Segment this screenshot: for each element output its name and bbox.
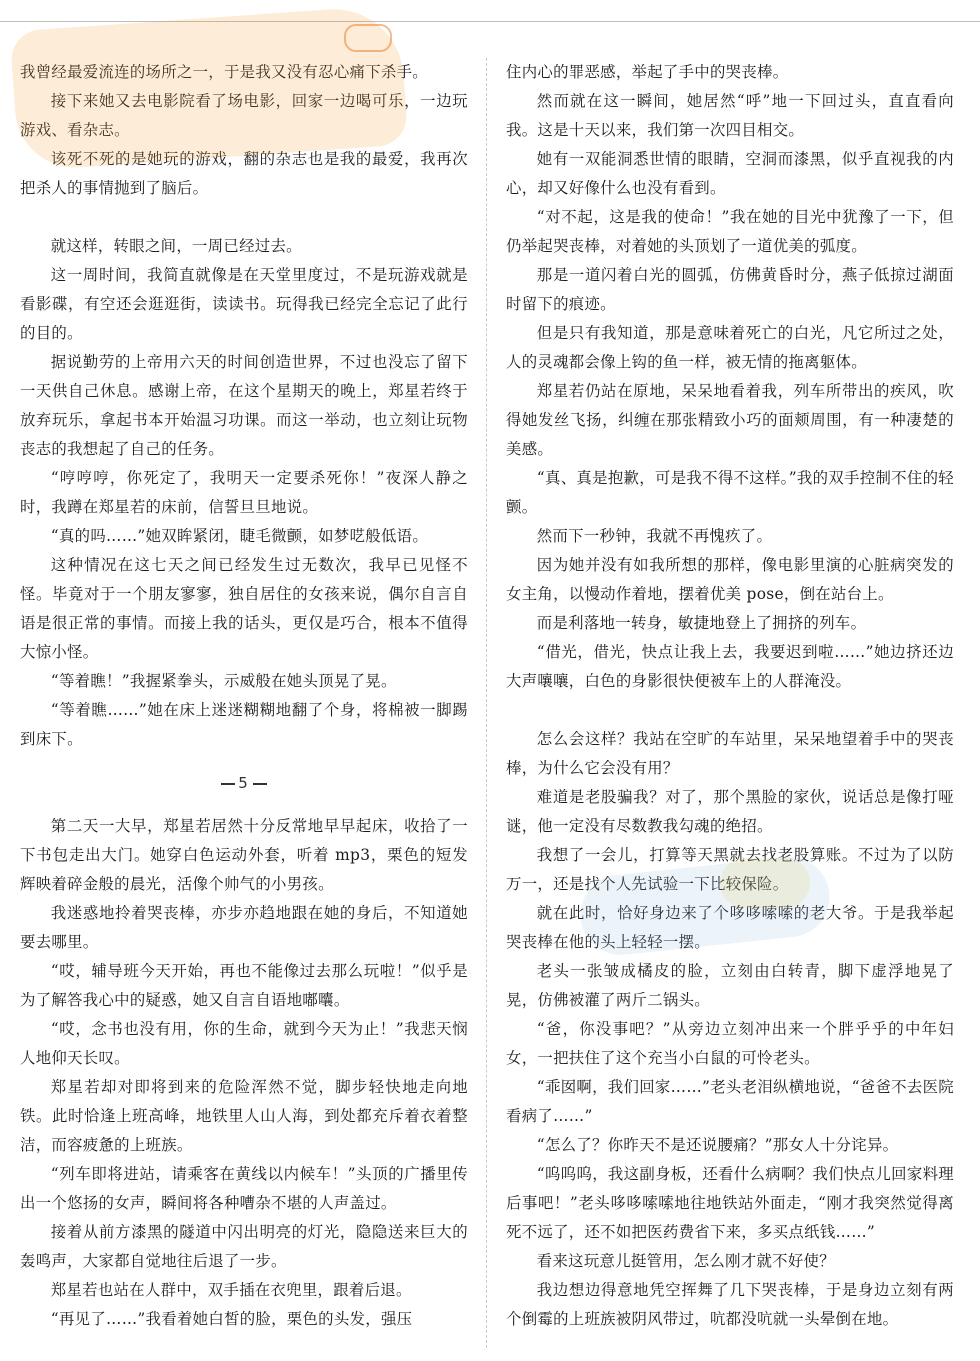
paragraph: 那是一道闪着白光的圆弧，仿佛黄昏时分，燕子低掠过湖面时留下的痕迹。 — [506, 266, 954, 313]
paragraph-gap — [20, 203, 468, 232]
paragraph: 老头一张皱成橘皮的脸，立刻由白转青，脚下虚浮地晃了晃，仿佛被灌了两斤二锅头。 — [506, 962, 954, 1009]
paragraph: 郑星若仍站在原地，呆呆地看着我，列车所带出的疾风，吹得她发丝飞扬，纠缠在那张精致小巧的面颊周围，有一种凄楚的美感。 — [506, 382, 954, 458]
paragraph: 接下来她又去电影院看了场电影，回家一边喝可乐，一边玩游戏、看杂志。 — [20, 92, 468, 139]
section-dash-left — [221, 783, 235, 785]
right-column — [506, 58, 954, 1334]
paragraph-gap — [506, 696, 954, 725]
paragraph: “乖囡啊，我们回家……”老头老泪纵横地说，“爸爸不去医院看病了……” — [506, 1078, 954, 1125]
paragraph: 她有一双能洞悉世情的眼睛，空洞而漆黑，似乎直视我的内心，却又好像什么也没有看到。 — [506, 150, 954, 197]
paragraph: 然而就在这一瞬间，她居然“呼”地一下回过头，直直看向我。这是十天以来，我们第一次四目相交。 — [506, 92, 954, 139]
paragraph: 我迷惑地拎着哭丧棒，亦步亦趋地跟在她的身后，不知道她要去哪里。 — [20, 904, 468, 951]
left-column — [20, 58, 468, 1334]
paragraph: “对不起，这是我的使命！”我在她的目光中犹豫了一下，但仍举起哭丧棒，对着她的头顶划了一道优美的弧度。 — [506, 208, 954, 255]
paragraph: “哎，念书也没有用，你的生命，就到今天为止！”我悲天悯人地仰天长叹。 — [20, 1020, 468, 1067]
paragraph: 据说勤劳的上帝用六天的时间创造世界，不过也没忘了留下一天供自己休息。感谢上帝，在这个星期天的晚上，郑星若终于放弃玩乐，拿起书本开始温习功课。而这一举动，也立刻让玩物丧志的我想起了自己的任务。 — [20, 353, 468, 458]
paragraph: 郑星若却对即将到来的危险浑然不觉，脚步轻快地走向地铁。此时恰逢上班高峰，地铁里人山人海，到处都充斥着衣着整洁，而容疲惫的上班族。 — [20, 1078, 468, 1154]
paragraph: “等着瞧！”我握紧拳头，示威般在她头顶晃了晃。 — [50, 672, 397, 690]
paragraph: “怎么了？你昨天不是还说腰痛？”那女人十分诧异。 — [536, 1136, 899, 1154]
paragraph: 就在此时，恰好身边来了个哆哆嗦嗦的老大爷。于是我举起哭丧棒在他的头上轻轻一摆。 — [506, 904, 954, 951]
paragraph: “列车即将进站，请乘客在黄线以内候车！”头顶的广播里传出一个悠扬的女声，瞬间将各种嘈杂不堪的人声盖过。 — [20, 1165, 468, 1212]
paragraph: 因为她并没有如我所想的那样，像电影里演的心脏病突发的女主角，以慢动作着地，摆着优美 pose，倒在站台上。 — [506, 556, 954, 603]
watermark-tag — [344, 24, 392, 52]
paragraph: “爸，你没事吧？”从旁边立刻冲出来一个胖乎乎的中年妇女，一把扶住了这个充当小白鼠的可怜老头。 — [506, 1020, 954, 1067]
paragraph: 这种情况在这七天之间已经发生过无数次，我早已见怪不怪。毕竟对于一个朋友寥寥，独自居住的女孩来说，偶尔自言自语是很正常的事情。而接上我的话头，更仅是巧合，根本不值得大惊小怪。 — [20, 556, 468, 661]
paragraph: “哼哼哼，你死定了，我明天一定要杀死你！”夜深人静之时，我蹲在郑星若的床前，信誓旦旦地说。 — [20, 469, 468, 516]
paragraph: 但是只有我知道，那是意味着死亡的白光，凡它所过之处，人的灵魂都会像上钩的鱼一样，被无情的拖离躯体。 — [506, 324, 954, 371]
paragraph: “真、真是抱歉，可是我不得不这样。”我的双手控制不住的轻颤。 — [506, 469, 954, 516]
paragraph: 接着从前方漆黑的隧道中闪出明亮的灯光，隐隐送来巨大的轰鸣声，大家都自觉地往后退了一步。 — [20, 1223, 468, 1270]
paragraph: 而是利落地一转身，敏捷地登上了拥挤的列车。 — [536, 614, 867, 632]
paragraph: 看来这玩意儿挺管用，怎么刚才就不好使？ — [536, 1252, 835, 1270]
section-number — [20, 754, 468, 812]
paragraph: “真的吗……”她双眸紧闭，睫毛微颤，如梦呓般低语。 — [50, 527, 429, 545]
section-dash-right — [253, 783, 267, 785]
top-rule — [0, 21, 980, 22]
paragraph: “呜呜呜，我这副身板，还看什么病啊？我们快点儿回家料理后事吧！”老头哆哆嗦嗦地往地铁站外面走，“刚才我突然觉得离死不远了，还不如把医药费省下来，多买点纸钱……” — [506, 1165, 954, 1241]
paragraph: “哎，辅导班今天开始，再也不能像过去那么玩啦！”似乎是为了解答我心中的疑惑，她又自言自语地嘟囔。 — [20, 962, 468, 1009]
paragraph: 住内心的罪恶感，举起了手中的哭丧棒。 — [506, 63, 789, 81]
column-divider — [486, 58, 487, 1348]
paragraph: 这一周时间，我简直就像是在天堂里度过，不是玩游戏就是看影碟，有空还会逛逛街，读读书。玩得我已经完全忘记了此行的目的。 — [20, 266, 468, 342]
paragraph: 我边想边得意地凭空挥舞了几下哭丧棒，于是身边立刻有两个倒霉的上班族被阴风带过，吭都没吭就一头晕倒在地。 — [506, 1281, 954, 1328]
paragraph: 然而下一秒钟，我就不再愧疚了。 — [536, 527, 773, 545]
paragraph: “等着瞧……”她在床上迷迷糊糊地翻了个身，将棉被一脚踢到床下。 — [20, 701, 468, 748]
paragraph: “借光，借光，快点让我上去，我要迟到啦……”她边挤还边大声嚷嚷，白色的身影很快便被车上的人群淹没。 — [506, 643, 954, 690]
section-number-value: 5 — [238, 774, 250, 792]
paragraph: 第二天一大早，郑星若居然十分反常地早早起床，收拾了一下书包走出大门。她穿白色运动外套，听着 mp3，栗色的短发辉映着碎金般的晨光，活像个帅气的小男孩。 — [20, 817, 468, 893]
paragraph: 就这样，转眼之间，一周已经过去。 — [50, 237, 302, 255]
paragraph: 该死不死的是她玩的游戏，翻的杂志也是我的最爱，我再次把杀人的事情抛到了脑后。 — [20, 150, 468, 197]
paragraph: “再见了……”我看着她白皙的脸，栗色的头发，强压 — [50, 1310, 413, 1328]
paragraph: 怎么会这样？我站在空旷的车站里，呆呆地望着手中的哭丧棒，为什么它会没有用？ — [506, 730, 954, 777]
paragraph: 我想了一会儿，打算等天黑就去找老股算账。不过为了以防万一，还是找个人先试验一下比较保险。 — [506, 846, 954, 893]
paragraph: 我曾经最爱流连的场所之一，于是我又没有忍心痛下杀手。 — [20, 63, 428, 81]
paragraph: 难道是老股骗我？对了，那个黑脸的家伙，说话总是像打哑谜，他一定没有尽数教我勾魂的绝招。 — [506, 788, 954, 835]
paragraph: 郑星若也站在人群中，双手插在衣兜里，跟着后退。 — [50, 1281, 412, 1299]
